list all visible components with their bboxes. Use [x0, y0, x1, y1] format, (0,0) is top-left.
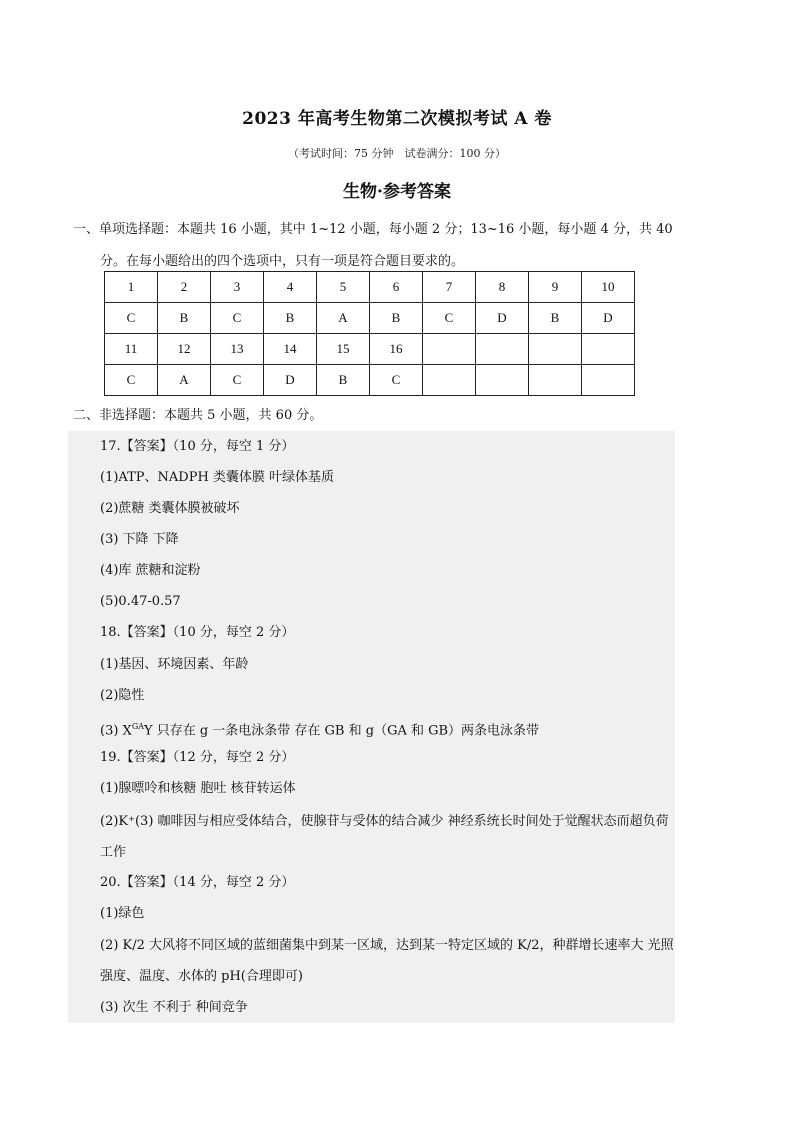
table-cell: C — [105, 303, 158, 334]
table-cell — [423, 334, 476, 365]
q17-answer-3: (3) 下降 下降 — [100, 532, 179, 547]
table-cell: C — [105, 365, 158, 396]
table-row — [105, 303, 635, 334]
table-cell — [476, 365, 529, 396]
table-cell: 11 — [105, 334, 158, 365]
table-cell: 2 — [158, 272, 211, 303]
q18-answer-3-prefix: (3) X — [100, 723, 132, 739]
q20-answer-3: (3) 次生 不利于 种间竞争 — [100, 1000, 248, 1015]
table-row — [105, 334, 635, 365]
exam-title: 2023 年高考生物第二次模拟考试 A 卷 — [242, 109, 552, 129]
table-cell: C — [211, 365, 264, 396]
q18-answer-3 — [100, 717, 539, 741]
q17-answer-1: (1)ATP、NADPH 类囊体膜 叶绿体基质 — [100, 470, 335, 485]
table-cell — [423, 365, 476, 396]
q18-answer-2: (2)隐性 — [100, 688, 145, 703]
answer-table — [104, 271, 635, 396]
table-cell — [476, 334, 529, 365]
table-cell: 9 — [529, 272, 582, 303]
table-cell: 4 — [264, 272, 317, 303]
table-cell: 1 — [105, 272, 158, 303]
q20-header: 20.【答案】（14 分，每空 2 分） — [100, 875, 295, 890]
q18-answer-3-sup: GA — [131, 722, 144, 731]
table-cell — [529, 334, 582, 365]
table-cell: 13 — [211, 334, 264, 365]
q17-header: 17.【答案】（10 分，每空 1 分） — [100, 439, 295, 454]
q17-answer-4: (4)库 蔗糖和淀粉 — [100, 563, 201, 578]
table-cell: 3 — [211, 272, 264, 303]
table-cell — [529, 365, 582, 396]
table-row — [105, 365, 635, 396]
q17-answer-2: (2)蔗糖 类囊体膜被破坏 — [100, 501, 240, 516]
q18-answer-3-rest: Y 只存在 g 一条电泳条带 存在 GB 和 g（GA 和 GB）两条电泳条带 — [143, 723, 540, 739]
q19-header: 19.【答案】（12 分，每空 2 分） — [100, 750, 295, 765]
answer-heading: 生物·参考答案 — [343, 182, 451, 202]
table-cell: B — [158, 303, 211, 334]
table-cell: 15 — [317, 334, 370, 365]
q19-answer-2: (2)K⁺(3) 咖啡因与相应受体结合，使腺苷与受体的结合减少 神经系统长时间处于觉醒状态而超负荷工作 — [100, 814, 669, 860]
table-cell: D — [582, 303, 635, 334]
section1-instructions — [73, 214, 683, 278]
table-cell: A — [158, 365, 211, 396]
table-cell — [582, 334, 635, 365]
table-cell: 5 — [317, 272, 370, 303]
q19-answer-1: (1)腺嘌呤和核糖 胞吐 核苷转运体 — [100, 781, 296, 796]
section1-line2: 分。在每小题给出的四个选项中，只有一项是符合题目要求的。 — [100, 254, 465, 269]
table-cell: 8 — [476, 272, 529, 303]
section1-line1: 一、单项选择题：本题共 16 小题，其中 1~12 小题，每小题 2 分；13~16 小题，每小题 4 分，共 40 — [73, 222, 673, 237]
table-cell: B — [529, 303, 582, 334]
table-cell: 16 — [370, 334, 423, 365]
q18-header: 18.【答案】（10 分，每空 2 分） — [100, 625, 295, 640]
q20-answer-2: (2) K/2 大风将不同区域的蓝细菌集中到某一区域，达到某一特定区域的 K/2，种群增长速率大 光照强度、温度、水体的 pH(合理即可) — [100, 938, 674, 984]
table-cell: 6 — [370, 272, 423, 303]
exam-subtitle: （考试时间：75 分钟 试卷满分：100 分） — [288, 147, 506, 160]
table-cell: A — [317, 303, 370, 334]
table-cell: B — [264, 303, 317, 334]
table-cell: 10 — [582, 272, 635, 303]
q17-answer-5: (5)0.47-0.57 — [100, 594, 181, 609]
table-cell: D — [264, 365, 317, 396]
table-cell: C — [211, 303, 264, 334]
q18-answer-1: (1)基因、环境因素、年龄 — [100, 657, 249, 672]
table-row — [105, 272, 635, 303]
table-cell: B — [370, 303, 423, 334]
table-cell: 12 — [158, 334, 211, 365]
q20-answer-1: (1)绿色 — [100, 906, 145, 921]
table-cell: C — [370, 365, 423, 396]
table-cell: 14 — [264, 334, 317, 365]
table-cell: 7 — [423, 272, 476, 303]
table-cell: D — [476, 303, 529, 334]
table-cell: B — [317, 365, 370, 396]
section2-heading: 二、非选择题：本题共 5 小题，共 60 分。 — [73, 408, 323, 423]
table-cell: C — [423, 303, 476, 334]
table-cell — [582, 365, 635, 396]
